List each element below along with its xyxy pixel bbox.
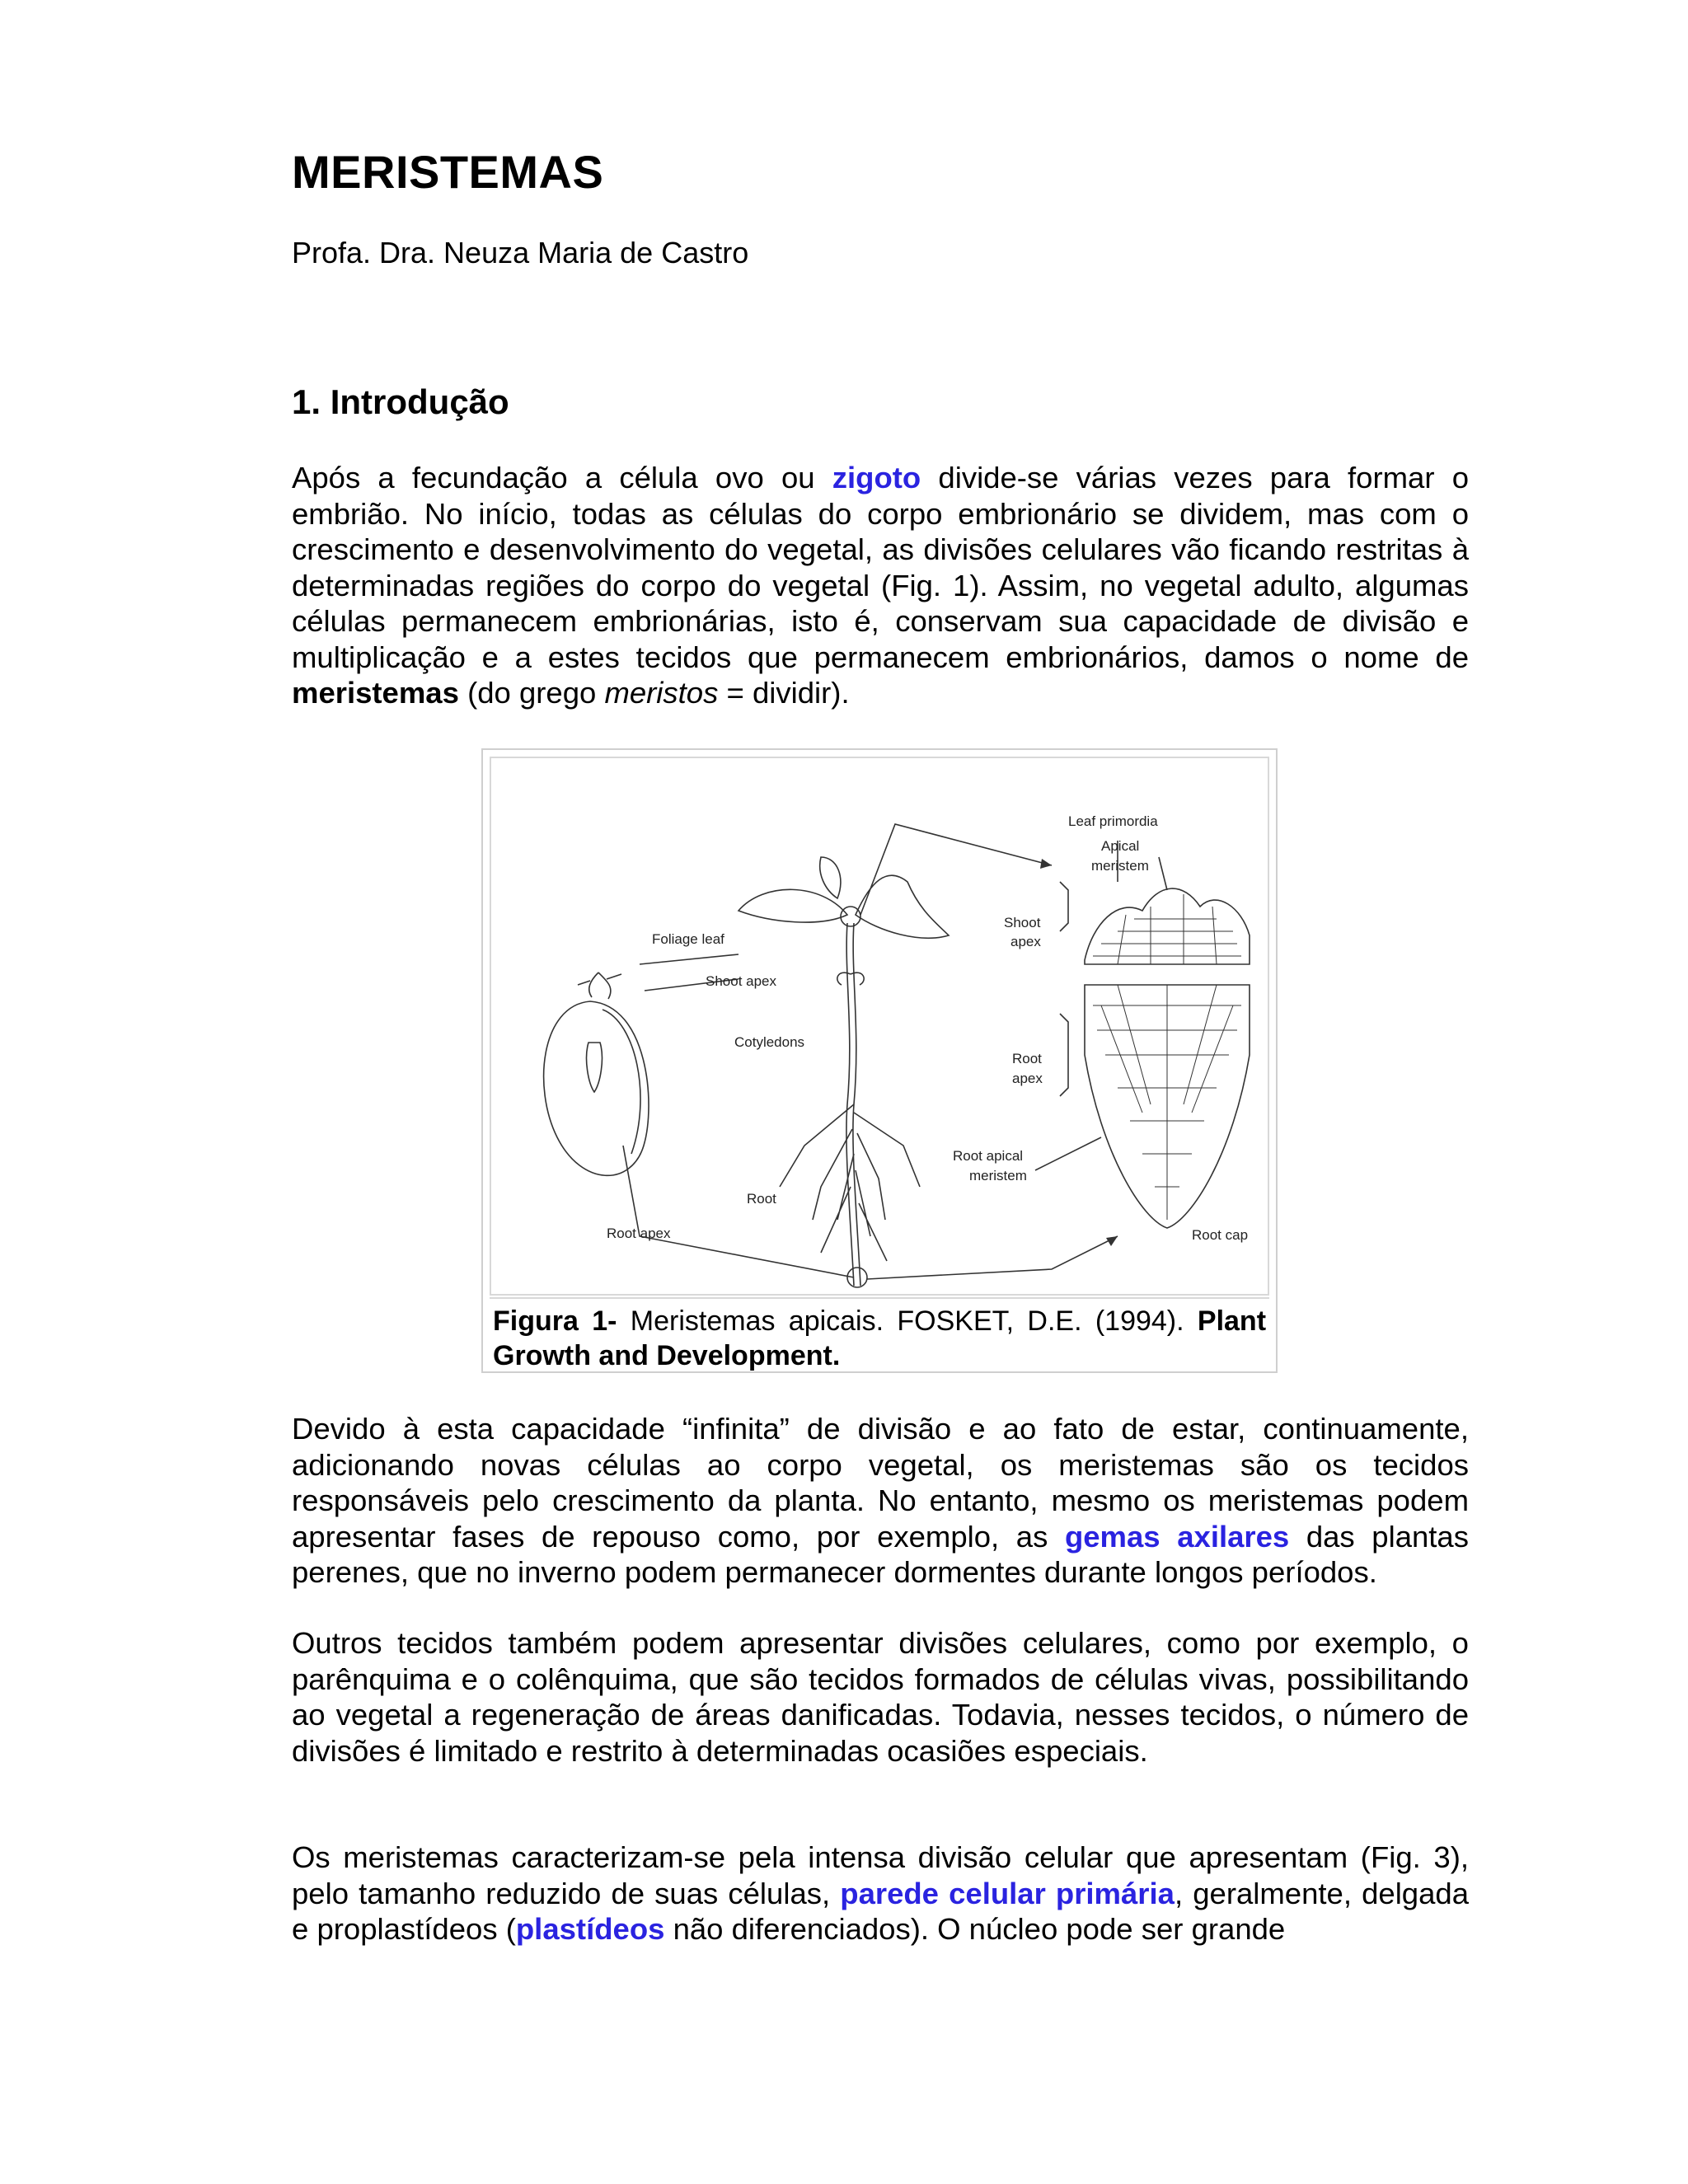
paragraph-text: (do grego (458, 676, 605, 710)
foliage-leaf-right (856, 875, 949, 938)
shoot-apex-tissue (1085, 888, 1250, 964)
author-name: Profa. Dra. Neuza Maria de Castro (292, 236, 749, 269)
paragraph-1 (292, 460, 1469, 711)
label-root: Root (747, 1191, 776, 1207)
link-plastideos[interactable]: plastídeos (515, 1912, 665, 1946)
label-shoot-apex-right-line1: Shoot (1004, 915, 1041, 930)
figure-caption (490, 1297, 1269, 1371)
bold-term-meristemas: meristemas (292, 676, 459, 710)
document-title: MERISTEMAS (292, 146, 604, 198)
link-gemas-axilares[interactable]: gemas axilares (1064, 1519, 1290, 1554)
label-shoot-apex: Shoot apex (706, 973, 777, 989)
seedling-stem (846, 923, 854, 1286)
paragraph-3: Outros tecidos também podem apresentar divisões celulares, como por exemplo, o parênquima e o colênquima, que são tecidos formados de células vivas, possibilitando ao vegetal a regeneração de áreas danificadas. Todavia, nesses tecidos, o número de divisões é limitado e restrito à determinadas ocasiões especiais. (292, 1626, 1469, 1768)
label-root-apex-right-line1: Root (1012, 1051, 1042, 1066)
paragraph-text: Após a fecundação a célula ovo ou (292, 461, 832, 494)
label-foliage-leaf: Foliage leaf (652, 931, 724, 947)
paragraph-text: divide-se várias vezes para formar o embrião. No início, todas as células do corpo embrionário se dividem, mas com o crescimento e desenvolvimento do vegetal, as divisões celulares vão ficando restritas à determinadas regiões do corpo do vegetal (Fig. 1). Assim, no vegetal adulto, algumas células permanecem embrionárias, isto é, conservam sua capacidade de divisão e multiplicação e a estes tecidos que permanecem embrionários, damos o nome de (292, 461, 1469, 674)
section-heading-introducao: 1. Introdução (292, 382, 509, 421)
label-root-apex-right-line2: apex (1012, 1071, 1043, 1086)
label-leaf-primordia: Leaf primordia (1068, 813, 1158, 829)
label-cotyledons: Cotyledons (734, 1034, 805, 1050)
paragraph-text: , geralmente, delgada e proplastídeos ( (292, 1876, 1469, 1946)
caption-text: Meristemas apicais. FOSKET, D.E. (1994). (617, 1305, 1198, 1337)
paragraph-text: Os meristemas caracterizam-se pela intensa divisão celular que apresentam (Fig. 3), pelo tamanho reduzido de suas células, (292, 1840, 1469, 1910)
label-apical-meristem-line1: Apical (1101, 838, 1140, 854)
cotyledons (837, 972, 864, 985)
label-apical-meristem-line2: meristem (1091, 858, 1149, 874)
label-shoot-apex-right-line2: apex (1010, 934, 1041, 949)
root-system (780, 1104, 920, 1261)
caption-figure-number: Figura 1- (493, 1305, 617, 1337)
italic-term-meristos: meristos (604, 676, 719, 710)
label-root-cap: Root cap (1192, 1227, 1249, 1243)
figure-illustration (490, 757, 1269, 1296)
caption-book-title: Plant Growth and Development. (493, 1305, 1267, 1371)
label-root-apex: Root apex (607, 1226, 671, 1241)
plant-meristem-diagram (491, 758, 1268, 1294)
paragraph-2 (292, 1411, 1469, 1591)
foliage-leaf-left (738, 889, 847, 922)
link-zigoto[interactable]: zigoto (832, 461, 921, 494)
paragraph-text: não diferenciados). O núcleo pode ser grande (664, 1912, 1286, 1946)
paragraph-text: = dividir). (718, 676, 850, 710)
link-parede-celular-primaria[interactable]: parede celular primária (840, 1876, 1175, 1910)
label-root-apical-meristem-line2: meristem (969, 1168, 1027, 1183)
paragraph-text: Devido à esta capacidade “infinita” de divisão e ao fato de estar, continuamente, adicionando novas células ao corpo vegetal, os meristemas são os tecidos responsáveis pelo crescimento da planta. No entanto, mesmo os meristemas podem apresentar fases de repouso como, por exemplo, as (292, 1412, 1469, 1554)
figure-1 (481, 748, 1278, 1373)
paragraph-text: das plantas perenes, que no inverno podem permanecer dormentes durante longos períodos. (292, 1519, 1469, 1589)
label-root-apical-meristem-line1: Root apical (953, 1148, 1024, 1164)
paragraph-4 (292, 1840, 1469, 1947)
root-apex-circle (847, 1268, 867, 1287)
